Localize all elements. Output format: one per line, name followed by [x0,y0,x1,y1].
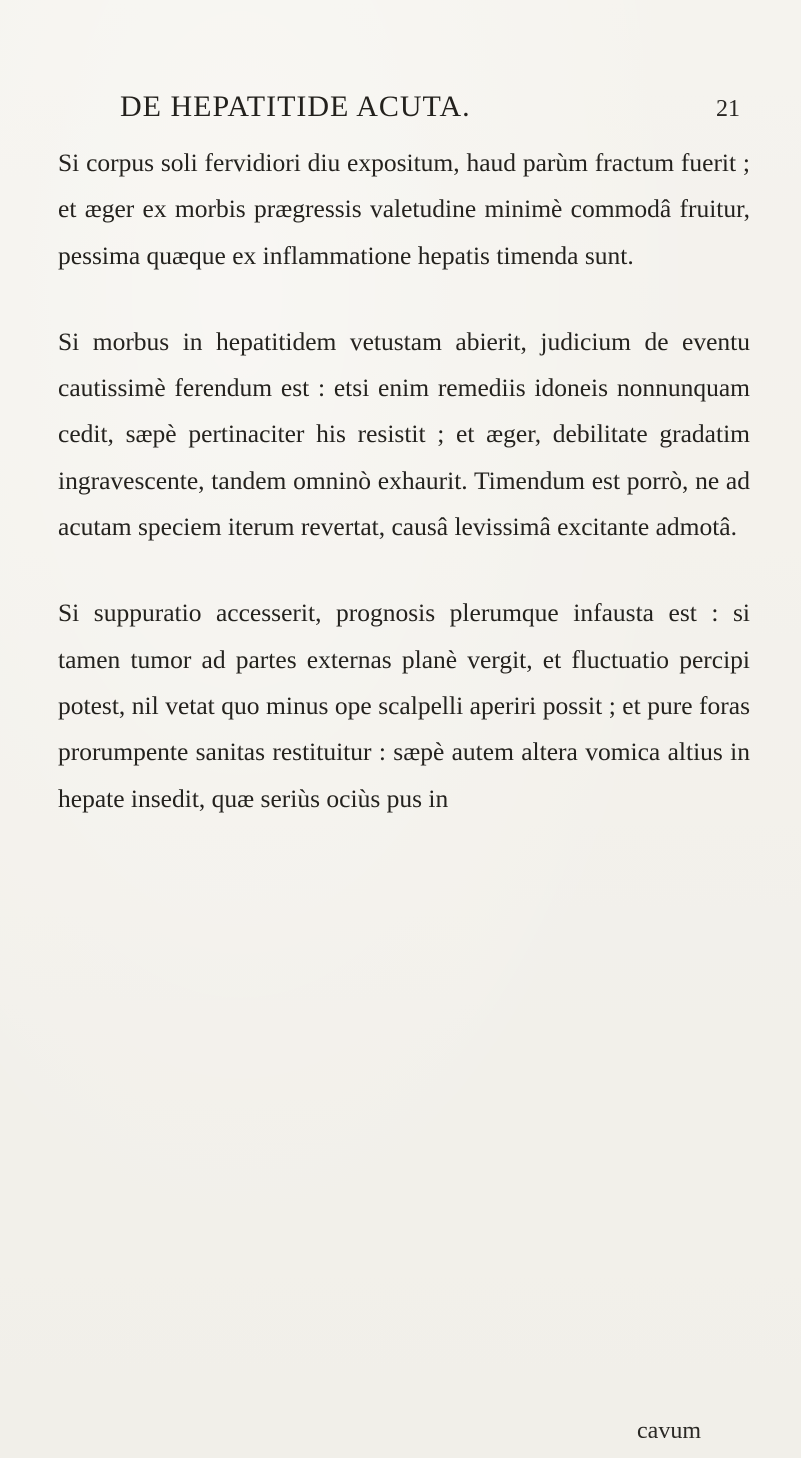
running-head [120,90,740,130]
paragraph-1: Si corpus soli fervidiori diu expositum, haud parùm fractum fuerit ; et æger ex morbis prægressis valetudine minimè commodâ fruitur, pessima quæque ex inflammatione hepatis timenda sunt. [58,148,750,270]
running-title: DE HEPATITIDE ACUTA. [120,90,471,123]
body-text [58,140,750,862]
paragraph-3: Si suppuratio accesserit, prognosis plerumque infausta est : si tamen tumor ad partes externas planè vergit, et fluctuatio percipi potest, nil vetat quo minus ope scalpelli aperiri possit ; et pure foras prorumpente sanitas restituitur : sæpè autem altera vomica altius in hepate insedit, quæ seriùs ociùs pus in [58,598,750,813]
paragraph-2: Si morbus in hepatitidem vetustam abierit, judicium de eventu cautissimè ferendum est : etsi enim remediis idoneis nonnunquam cedit, sæpè pertinaciter his resistit ; et æger, debilitate gradatim ingravescente, tandem omninò exhaurit. Timendum est porrò, ne ad acutam speciem iterum revertat, causâ levissimâ excitante admotâ. [58,326,750,542]
page-number: 21 [716,96,740,122]
catchword: cavum [637,1418,701,1444]
